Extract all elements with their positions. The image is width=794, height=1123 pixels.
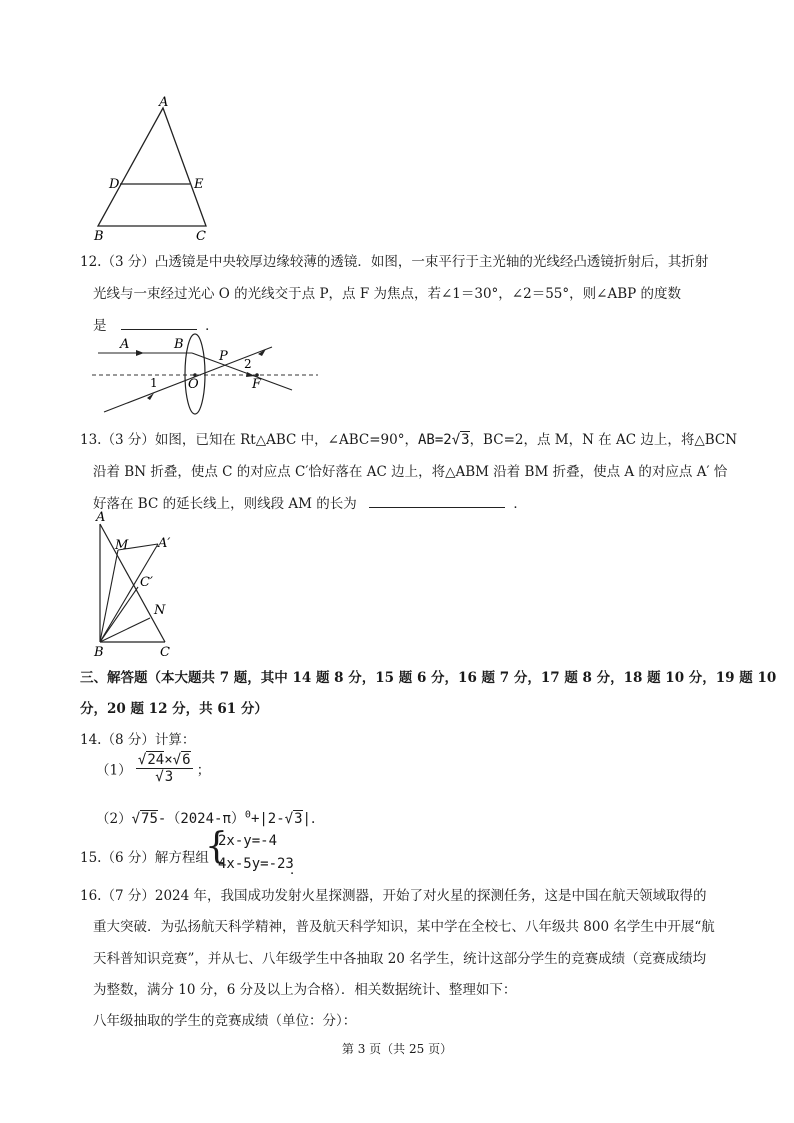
p2-a: 75: [141, 811, 158, 827]
q12-line2: 光线与一束经过光心 O 的光线交于点 P，点 F 为焦点，若∠1＝30°，∠2＝55°，则∠ABP 的度数: [93, 286, 681, 302]
p2-b: -（2024-π）: [157, 811, 245, 827]
q14-part1: [96, 752, 210, 785]
label-2: 2: [244, 357, 252, 371]
q15-end: ．: [290, 862, 304, 878]
label-O: O: [188, 377, 199, 392]
p1-num-b: 6: [182, 752, 191, 768]
q13-line2: 沿着 BN 折叠，使点 C 的对应点 C′恰好落在 AC 边上，将△ABM 沿着 BM 折叠，使点 A 的对应点 A′ 恰: [93, 464, 728, 480]
q15-line: [80, 846, 209, 866]
label-P: P: [219, 349, 228, 364]
lens-figure: [92, 330, 322, 422]
q14-p1-end: ；: [196, 762, 211, 779]
q13-line1: [80, 428, 737, 448]
q16-line5: 八年级抽取的学生的竞赛成绩（单位：分）：: [93, 1013, 357, 1029]
p2-d: 3: [294, 811, 303, 827]
label-B: B: [174, 337, 184, 352]
label-A-prime: A′: [158, 536, 171, 551]
page-footer: 第 3 页（共 25 页）: [341, 1042, 453, 1056]
q16-line1: 16.（7 分）2024 年，我国成功发射火星探测器，开始了对火星的探测任务，这是中国在航天领域取得的: [80, 888, 707, 904]
q13-suffix: ．: [513, 496, 527, 512]
section3-line2: 分，20 题 12 分，共 61 分）: [80, 701, 268, 717]
q14-p1-fraction: $\frac{√24\times√6}{√3}$: [137, 752, 191, 785]
q15-prefix: 15.（6 分）解方程组: [80, 850, 209, 866]
label-N: N: [154, 603, 166, 618]
q13-answer-blank[interactable]: [369, 495, 505, 508]
q13-ab: AB=2: [417, 432, 452, 448]
label-F: F: [252, 377, 262, 392]
q15-eq1: 2x-y=-4: [218, 833, 278, 849]
q13-line1-b: ，BC=2，点 M，N 在 AC 边上，将△BCN: [469, 432, 738, 448]
label-D: D: [109, 177, 120, 192]
label-B: B: [94, 645, 104, 660]
q14-title: 14.（8 分）计算：: [80, 732, 196, 748]
q13-root: 3: [461, 432, 470, 448]
p2-exp: 0: [244, 809, 251, 821]
label-C-prime: C′: [140, 575, 153, 590]
q14-p2-label: （2）: [96, 811, 132, 827]
q12-prefix: 是: [93, 318, 107, 334]
sqrt-symbol: √: [451, 432, 461, 448]
q15-eq2: 4x-5y=-23: [218, 856, 294, 872]
times-symbol: ×: [164, 752, 173, 768]
q12-suffix: ．: [205, 318, 219, 334]
q13-line3: [93, 492, 527, 512]
label-C: C: [196, 229, 206, 242]
section3-line1: 三、解答题（本大题共 7 题，其中 14 题 8 分，15 题 6 分，16 题 7 分，17 题 8 分，18 题 10 分，19 题 10: [80, 670, 777, 686]
p1-num-a: 24: [147, 752, 165, 768]
q16-line2: 重大突破．为弘扬航天科学精神，普及航天科学知识，某中学在全校七、八年级共 800 名学生中开展“航: [93, 919, 715, 935]
label-E: E: [194, 177, 204, 192]
label-1: 1: [150, 376, 158, 390]
p2-e: |．: [302, 811, 325, 827]
q14-part2: $(2)√75-(2024-\pi)^0+|2-√3|$．: [96, 809, 325, 827]
q16-line4: 为整数，满分 10 分，6 分及以上为合格）．相关数据统计、整理如下：: [93, 982, 517, 998]
label-B: B: [94, 229, 104, 242]
q13-prefix: 好落在 BC 的延长线上，则线段 AM 的长为: [93, 496, 357, 512]
p1-den: 3: [164, 769, 174, 785]
q12-line1: 12.（3 分）凸透镜是中央较厚边缘较薄的透镜．如图，一束平行于主光轴的光线经凸透镜折射后，其折射: [80, 254, 709, 270]
folding-figure: [90, 510, 190, 660]
label-A: A: [120, 337, 130, 352]
q16-line3: 天科普知识竞赛”，并从七、八年级学生中各抽取 20 名学生，统计这部分学生的竞赛成绩（竞赛成绩均: [93, 951, 707, 967]
label-A: A: [96, 510, 106, 525]
q12-answer-blank[interactable]: [121, 317, 197, 330]
q14-p1-label: （1）: [96, 762, 132, 779]
label-C: C: [160, 645, 170, 660]
p2-c: +|2-: [250, 811, 285, 827]
label-M: M: [115, 538, 129, 553]
label-A: A: [159, 95, 169, 110]
brace-symbol: {: [205, 826, 228, 867]
triangle-figure: [90, 92, 220, 242]
q13-line1-a: 13.（3 分）如图，已知在 Rt△ABC 中，∠ABC=90°，: [80, 432, 418, 448]
